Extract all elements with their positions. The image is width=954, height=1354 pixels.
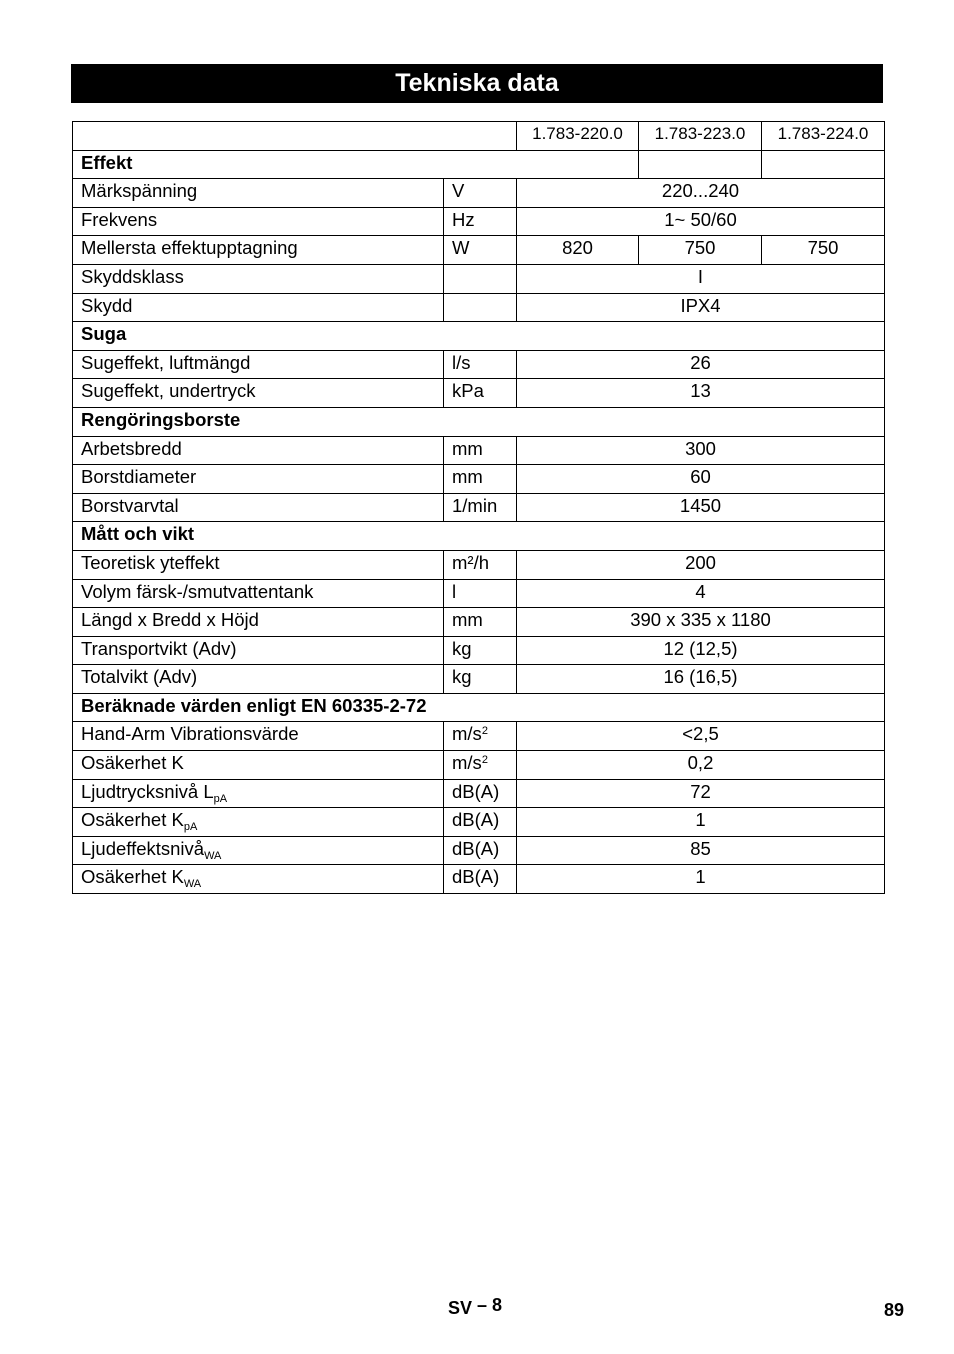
section-row-suga [73, 322, 885, 351]
page-number: 89 [884, 1300, 905, 1320]
row-unit: l/s [444, 350, 517, 379]
model-header-row [73, 122, 885, 151]
row-value: IPX4 [517, 293, 885, 322]
row-unit: dB(A) [444, 779, 517, 808]
row-unit [444, 264, 517, 293]
row-value: 300 [517, 436, 885, 465]
row-value: 1 [517, 808, 885, 837]
section-row-borste [73, 407, 885, 436]
table-row [73, 436, 885, 465]
row-label: Ljudeffektsnivå$_{WA}$ [73, 836, 444, 865]
footer-section-page: – 8 [477, 1295, 503, 1315]
row-label: Totalvikt (Adv) [73, 665, 444, 694]
row-label: Osäkerhet $K_{pA}$ [73, 808, 444, 837]
footer-language: SV [448, 1298, 473, 1318]
row-label: Borstdiameter [73, 465, 444, 494]
row-value: 4 [517, 579, 885, 608]
table-row [73, 207, 885, 236]
row-value: 390 x 335 x 1180 [517, 608, 885, 637]
section-title: Beräknade värden enligt EN 60335-2-72 [73, 693, 885, 722]
row-value: 60 [517, 465, 885, 494]
row-label: Transportvikt (Adv) [73, 636, 444, 665]
row-label: Sugeffekt, undertryck [73, 379, 444, 408]
table-row [73, 293, 885, 322]
row-unit: Hz [444, 207, 517, 236]
table-row [73, 779, 885, 808]
table-row [73, 465, 885, 494]
table-row [73, 264, 885, 293]
row-unit: mm [444, 436, 517, 465]
row-value: 26 [517, 350, 885, 379]
row-label: Mellersta effektupptagning [73, 236, 444, 265]
row-label: Ljudtrycksnivå $L_{pA}$ [73, 779, 444, 808]
row-value: 0,2 [517, 751, 885, 780]
section-row-berakn [73, 693, 885, 722]
row-value: 220...240 [517, 179, 885, 208]
row-unit: $m/s^2$ [444, 722, 517, 751]
table-row [73, 236, 885, 265]
row-unit: $m/s^2$ [444, 751, 517, 780]
row-value-model-3: 750 [762, 236, 885, 265]
section-title: Rengöringsborste [73, 407, 885, 436]
row-unit: l [444, 579, 517, 608]
table-row [73, 751, 885, 780]
row-unit: m²/h [444, 550, 517, 579]
row-label: Skyddsklass [73, 264, 444, 293]
table-row [73, 722, 885, 751]
model-2: 1.783-223.0 [639, 122, 762, 151]
row-unit: dB(A) [444, 865, 517, 894]
row-label: Skydd [73, 293, 444, 322]
table-row [73, 350, 885, 379]
row-value-model-2: 750 [639, 236, 762, 265]
row-value: 1~ 50/60 [517, 207, 885, 236]
table-row [73, 836, 885, 865]
row-value: 1450 [517, 493, 885, 522]
row-unit: mm [444, 465, 517, 494]
row-label: Volym färsk-/smutvattentank [73, 579, 444, 608]
row-value: 13 [517, 379, 885, 408]
model-1: 1.783-220.0 [517, 122, 639, 151]
row-label: Hand-Arm Vibrationsvärde [73, 722, 444, 751]
row-value: <2,5 [517, 722, 885, 751]
row-value: 12 (12,5) [517, 636, 885, 665]
row-unit: kPa [444, 379, 517, 408]
table-row [73, 379, 885, 408]
row-unit: kg [444, 665, 517, 694]
section-title: Effekt [73, 150, 639, 179]
row-value: 72 [517, 779, 885, 808]
row-label: Borstvarvtal [73, 493, 444, 522]
row-value-model-1: 820 [517, 236, 639, 265]
row-label: Teoretisk yteffekt [73, 550, 444, 579]
row-value: 85 [517, 836, 885, 865]
table-row [73, 608, 885, 637]
section-row-matt [73, 522, 885, 551]
table-row [73, 493, 885, 522]
row-value: I [517, 264, 885, 293]
row-unit: dB(A) [444, 836, 517, 865]
row-label: Osäkerhet $K_{WA}$ [73, 865, 444, 894]
section-title: Suga [73, 322, 885, 351]
row-label: Osäkerhet K [73, 751, 444, 780]
footer-language-page [448, 1295, 503, 1319]
row-unit: 1/min [444, 493, 517, 522]
row-unit [444, 293, 517, 322]
row-unit: dB(A) [444, 808, 517, 837]
row-value: 1 [517, 865, 885, 894]
row-label: Märkspänning [73, 179, 444, 208]
table-row [73, 579, 885, 608]
section-title: Mått och vikt [73, 522, 885, 551]
row-unit: kg [444, 636, 517, 665]
technical-data-table [72, 121, 885, 894]
row-label: Arbetsbredd [73, 436, 444, 465]
row-label: Frekvens [73, 207, 444, 236]
page-title: Tekniska data [71, 64, 883, 103]
row-value: 16 (16,5) [517, 665, 885, 694]
model-3: 1.783-224.0 [762, 122, 885, 151]
table-row [73, 636, 885, 665]
row-unit: V [444, 179, 517, 208]
row-unit: mm [444, 608, 517, 637]
row-unit: W [444, 236, 517, 265]
row-label: Sugeffekt, luftmängd [73, 350, 444, 379]
row-label: Längd x Bredd x Höjd [73, 608, 444, 637]
table-row [73, 550, 885, 579]
table-row [73, 179, 885, 208]
row-value: 200 [517, 550, 885, 579]
table-row [73, 665, 885, 694]
table-row [73, 865, 885, 894]
table-row [73, 808, 885, 837]
section-row-effekt [73, 150, 885, 179]
